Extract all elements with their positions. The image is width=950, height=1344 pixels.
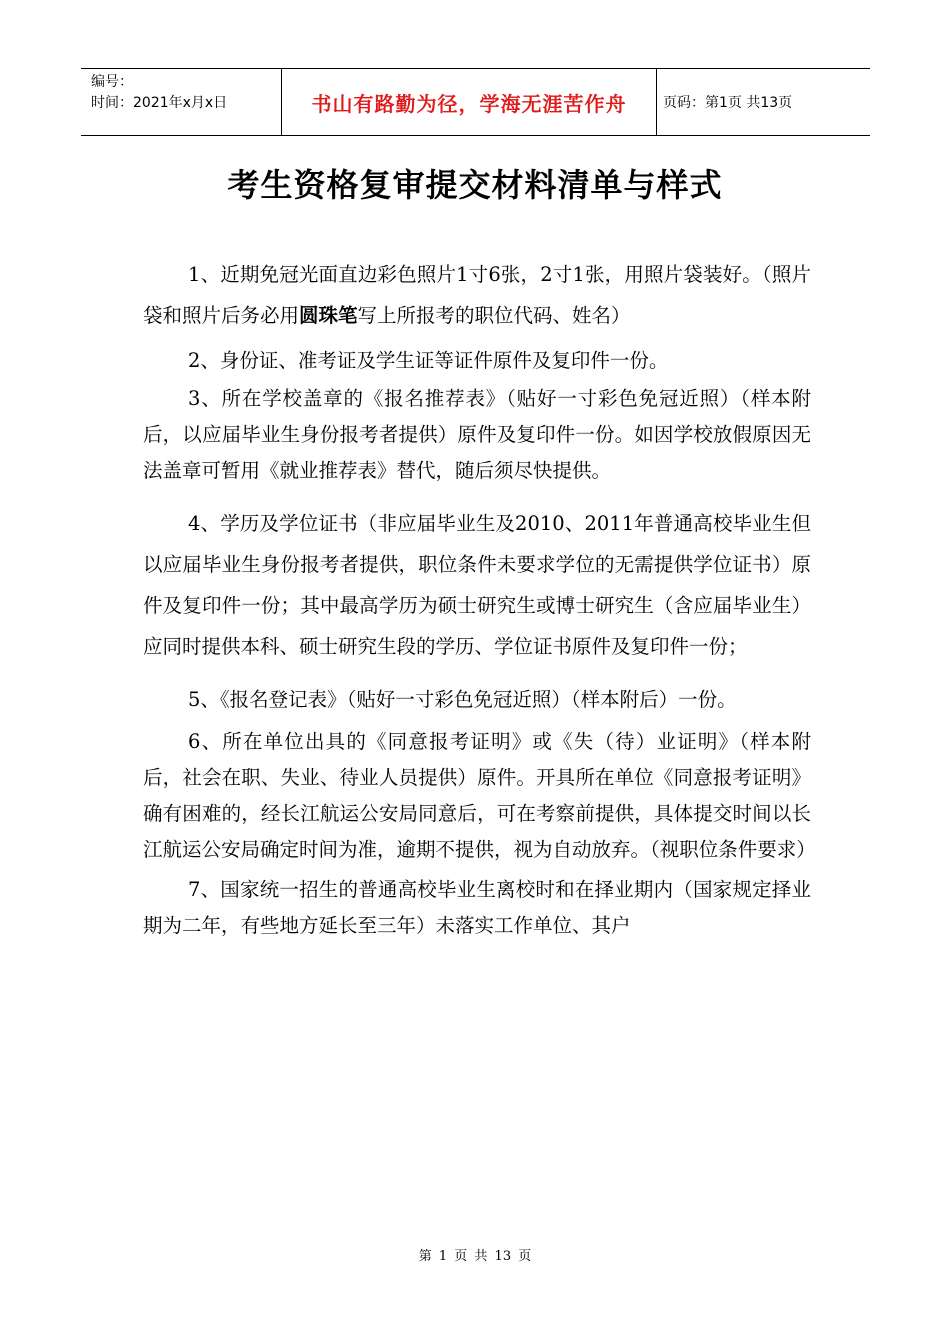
item-1-emphasis: 圆珠笔 bbox=[299, 304, 358, 327]
page-header bbox=[81, 68, 870, 136]
document-body bbox=[143, 254, 816, 944]
item-1-tail: 写上所报考的职位代码、姓名） bbox=[357, 304, 631, 327]
number-label: 编号： bbox=[91, 74, 133, 90]
header-meta bbox=[81, 69, 282, 135]
item-2: 2、身份证、准考证及学生证等证件原件及复印件一份。 bbox=[188, 349, 669, 372]
item-6: 6、所在单位出具的《同意报考证明》或《失（待）业证明》（样本附后，社会在职、失业、待业人员提供）原件。开具所在单位《同意报考证明》确有困难的，经长江航运公安局同意后，可在考察前提供，具体提交时间以长江航运公安局确定时间为准，逾期不提供，视为自动放弃。（视职位条件要求） bbox=[143, 730, 816, 861]
page-info: 页码：第1页 共13页 bbox=[663, 95, 793, 111]
date-label: 时间：2021年x月x日 bbox=[91, 95, 228, 111]
header-motto-cell bbox=[282, 69, 657, 135]
item-5: 5、《报名登记表》（贴好一寸彩色免冠近照）（样本附后）一份。 bbox=[188, 688, 737, 711]
page-footer: 第 1 页 共 13 页 bbox=[418, 1249, 532, 1264]
motto: 书山有路勤为径，学海无涯苦作舟 bbox=[311, 91, 627, 116]
document-title: 考生资格复审提交材料清单与样式 bbox=[227, 166, 723, 204]
item-3: 3、所在学校盖章的《报名推荐表》（贴好一寸彩色免冠近照）（样本附后，以应届毕业生身份报考者提供）原件及复印件一份。如因学校放假原因无法盖章可暂用《就业推荐表》替代，随后须尽快提供。 bbox=[143, 387, 811, 482]
item-1-text: 1、近期免冠光面直边彩色照片1寸6张，2寸1张，用照片袋装好。（照片袋和照片后务必用 bbox=[143, 263, 811, 327]
item-4: 4、学历及学位证书（非应届毕业生及2010、2011年普通高校毕业生但以应届毕业生身份报考者提供，职位条件未要求学位的无需提供学位证书）原件及复印件一份；其中最高学历为硕士研究生或博士研究生（含应届毕业生）应同时提供本科、硕士研究生段的学历、学位证书原件及复印件一份； bbox=[143, 512, 811, 658]
item-7: 7、国家统一招生的普通高校毕业生离校时和在择业期内（国家规定择业期为二年，有些地方延长至三年）未落实工作单位、其户 bbox=[143, 878, 811, 937]
header-page-info-cell bbox=[657, 69, 870, 135]
item-1 bbox=[143, 254, 811, 336]
